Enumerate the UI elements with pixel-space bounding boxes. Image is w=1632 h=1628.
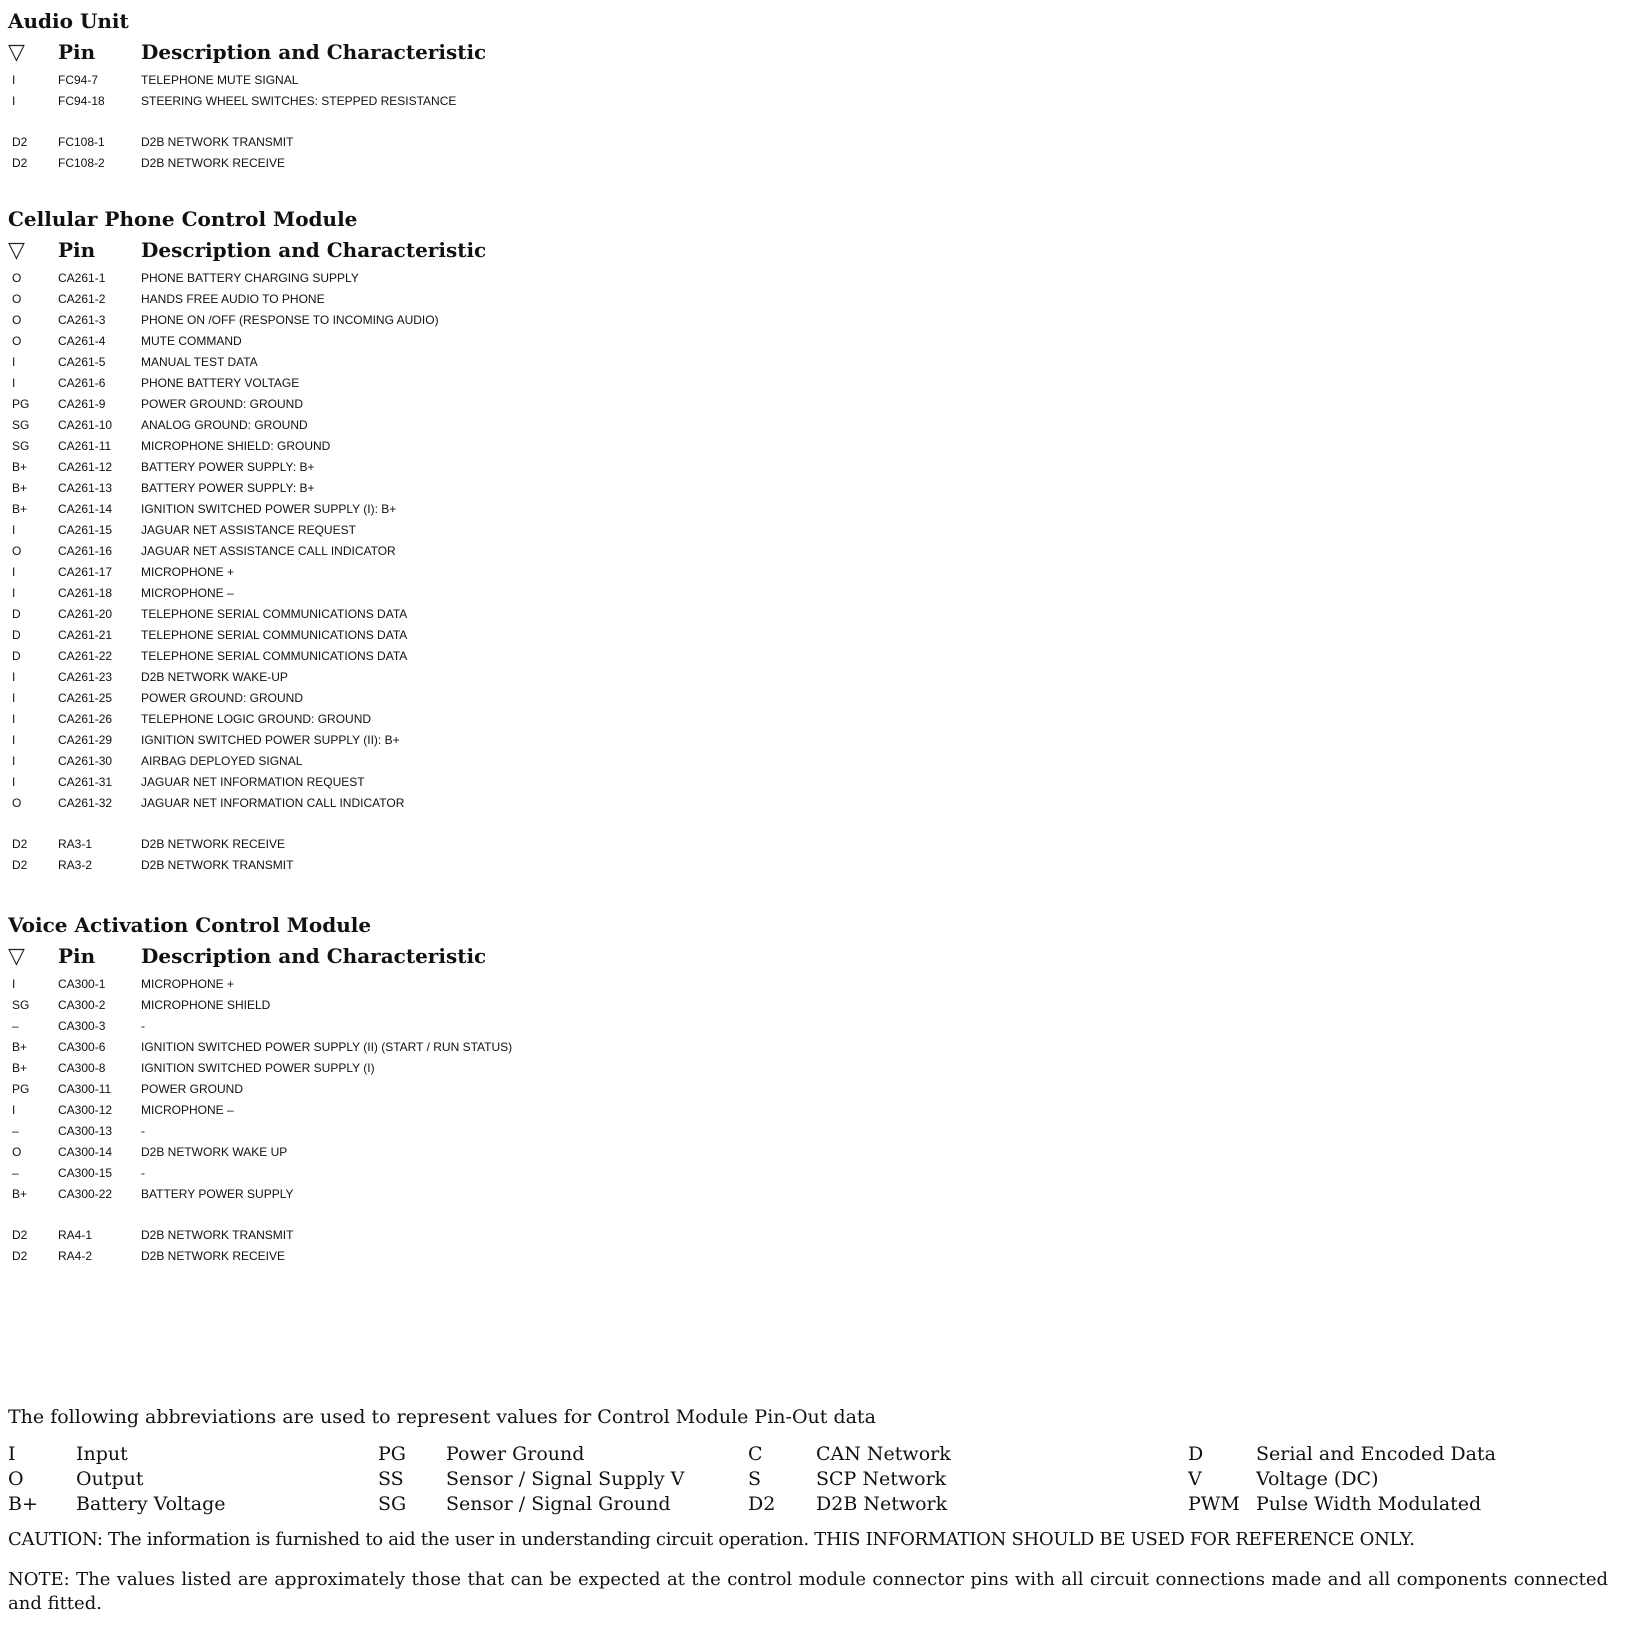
pin-description: TELEPHONE SERIAL COMMUNICATIONS DATA <box>141 607 408 621</box>
triangle-icon: ▽ <box>8 237 25 263</box>
pin-type: I <box>12 73 16 87</box>
pin-row <box>8 1225 908 1246</box>
pin-description: ANALOG GROUND: GROUND <box>141 418 308 432</box>
pin-id: FC108-1 <box>58 135 105 149</box>
pin-row <box>8 541 908 562</box>
pin-row <box>8 604 908 625</box>
abbreviation-description: D2B Network <box>816 1493 948 1515</box>
pin-id: CA261-3 <box>58 313 106 327</box>
abbreviation-item <box>1188 1492 1496 1517</box>
abbreviation-item <box>1188 1467 1496 1492</box>
pin-row <box>8 688 908 709</box>
pin-type: O <box>12 796 22 810</box>
pin-row <box>8 1163 908 1184</box>
pin-type: O <box>12 544 22 558</box>
pin-column-header: Pin <box>58 238 96 262</box>
pin-id: CA300-6 <box>58 1040 106 1054</box>
abbreviation-grid <box>8 1442 1624 1520</box>
pin-type: D2 <box>12 156 28 170</box>
pin-id: CA261-26 <box>58 712 113 726</box>
pin-id: FC108-2 <box>58 156 105 170</box>
abbreviation-item <box>8 1442 226 1467</box>
pin-type: I <box>12 1103 16 1117</box>
abbreviation-description: Output <box>76 1468 144 1490</box>
abbreviation-code: SS <box>378 1468 404 1490</box>
pin-type: PG <box>12 1082 30 1096</box>
pin-type: I <box>12 523 16 537</box>
pin-description: MANUAL TEST DATA <box>141 355 258 369</box>
pin-description: MICROPHONE – <box>141 1103 234 1117</box>
pin-description: MICROPHONE SHIELD <box>141 998 271 1012</box>
pin-row <box>8 1037 908 1058</box>
abbreviation-column <box>378 1442 684 1517</box>
pin-row <box>8 1246 908 1267</box>
pin-type: I <box>12 565 16 579</box>
pin-description: BATTERY POWER SUPPLY: B+ <box>141 460 315 474</box>
pin-description: POWER GROUND: GROUND <box>141 691 303 705</box>
pin-description: JAGUAR NET ASSISTANCE CALL INDICATOR <box>141 544 396 558</box>
pin-id: CA261-12 <box>58 460 113 474</box>
pin-description: JAGUAR NET INFORMATION REQUEST <box>141 775 365 789</box>
pin-type: B+ <box>12 1187 28 1201</box>
pin-id: CA300-3 <box>58 1019 106 1033</box>
pin-row <box>8 352 908 373</box>
pin-id: CA300-1 <box>58 977 106 991</box>
column-header-row <box>8 940 908 972</box>
pin-id: CA261-4 <box>58 334 106 348</box>
pin-type: I <box>12 94 16 108</box>
pin-description: TELEPHONE MUTE SIGNAL <box>141 73 299 87</box>
pin-row <box>8 625 908 646</box>
pin-id: RA3-1 <box>58 837 93 851</box>
pin-row <box>8 153 908 174</box>
section-title: Voice Activation Control Module <box>8 913 372 937</box>
pin-description: - <box>141 1019 145 1033</box>
pin-type: I <box>12 376 16 390</box>
pin-type: I <box>12 355 16 369</box>
pin-id: RA3-2 <box>58 858 93 872</box>
pin-description: HANDS FREE AUDIO TO PHONE <box>141 292 325 306</box>
pin-id: CA300-11 <box>58 1082 112 1096</box>
pin-description: - <box>141 1124 145 1138</box>
pin-row <box>8 268 908 289</box>
pin-row <box>8 478 908 499</box>
pin-type: D2 <box>12 135 28 149</box>
abbreviation-code: O <box>8 1468 24 1490</box>
pin-description: D2B NETWORK RECEIVE <box>141 837 286 851</box>
pin-row <box>8 436 908 457</box>
abbreviation-code: C <box>748 1443 763 1465</box>
abbreviation-item <box>8 1467 226 1492</box>
pin-row <box>8 793 908 814</box>
pin-id: CA261-22 <box>58 649 113 663</box>
pin-id: CA300-15 <box>58 1166 113 1180</box>
pin-row <box>8 415 908 436</box>
pin-description: MICROPHONE + <box>141 565 235 579</box>
description-column-header: Description and Characteristic <box>141 944 487 968</box>
pin-type: PG <box>12 397 30 411</box>
pin-id: CA261-14 <box>58 502 113 516</box>
pin-id: CA300-13 <box>58 1124 113 1138</box>
pin-type: I <box>12 775 16 789</box>
pin-description: TELEPHONE LOGIC GROUND: GROUND <box>141 712 372 726</box>
abbreviation-code: I <box>8 1443 16 1465</box>
description-column-header: Description and Characteristic <box>141 238 487 262</box>
abbreviation-column <box>1188 1442 1496 1517</box>
pin-type: – <box>12 1124 19 1138</box>
abbreviation-item <box>378 1467 684 1492</box>
pin-type: B+ <box>12 1061 28 1075</box>
pin-type: I <box>12 670 16 684</box>
pin-description: POWER GROUND: GROUND <box>141 397 303 411</box>
pin-row <box>8 457 908 478</box>
abbreviation-description: Voltage (DC) <box>1256 1468 1379 1490</box>
pin-id: CA261-15 <box>58 523 113 537</box>
pin-type: – <box>12 1166 19 1180</box>
pin-type: I <box>12 586 16 600</box>
abbreviation-item <box>748 1442 951 1467</box>
pin-id: CA300-2 <box>58 998 106 1012</box>
pin-id: CA261-1 <box>58 271 106 285</box>
pin-id: CA261-5 <box>58 355 106 369</box>
pin-description: MICROPHONE – <box>141 586 234 600</box>
pin-row <box>8 331 908 352</box>
pin-row <box>8 995 908 1016</box>
abbreviation-description: Power Ground <box>446 1443 585 1465</box>
pin-id: CA261-21 <box>58 628 113 642</box>
pin-row <box>8 562 908 583</box>
pin-id: CA261-17 <box>58 565 113 579</box>
abbreviation-item <box>748 1492 951 1517</box>
pin-description: D2B NETWORK WAKE-UP <box>141 670 288 684</box>
abbreviation-item <box>378 1442 684 1467</box>
pin-id: CA261-31 <box>58 775 113 789</box>
abbreviation-code: PG <box>378 1443 406 1465</box>
pin-description: PHONE BATTERY VOLTAGE <box>141 376 300 390</box>
pin-id: CA261-6 <box>58 376 106 390</box>
pin-id: CA261-29 <box>58 733 113 747</box>
pin-id: CA261-18 <box>58 586 113 600</box>
pin-row <box>8 709 908 730</box>
pin-row <box>8 772 908 793</box>
abbreviation-column <box>748 1442 951 1517</box>
pin-description: D2B NETWORK TRANSMIT <box>141 858 294 872</box>
pin-description: IGNITION SWITCHED POWER SUPPLY (II): B+ <box>141 733 400 747</box>
abbreviation-description: Sensor / Signal Supply V <box>446 1468 685 1490</box>
pin-row <box>8 499 908 520</box>
pin-description: JAGUAR NET ASSISTANCE REQUEST <box>141 523 356 537</box>
section-cellular-phone-control-module <box>8 204 908 876</box>
pin-type: B+ <box>12 1040 28 1054</box>
abbreviation-item <box>748 1467 951 1492</box>
pin-type: D2 <box>12 1249 28 1263</box>
pin-id: CA300-8 <box>58 1061 106 1075</box>
pin-description: PHONE ON /OFF (RESPONSE TO INCOMING AUDIO) <box>141 313 439 327</box>
pin-id: CA261-9 <box>58 397 106 411</box>
pin-id: CA261-16 <box>58 544 113 558</box>
pin-type: O <box>12 271 22 285</box>
pin-row <box>8 583 908 604</box>
pin-description: D2B NETWORK WAKE UP <box>141 1145 288 1159</box>
pin-row <box>8 974 908 995</box>
pin-row <box>8 1142 908 1163</box>
pin-row <box>8 855 908 876</box>
pin-type: I <box>12 733 16 747</box>
pin-row <box>8 730 908 751</box>
abbreviation-item <box>378 1492 684 1517</box>
pin-column-header: Pin <box>58 944 96 968</box>
pin-id: RA4-2 <box>58 1249 93 1263</box>
pin-row <box>8 667 908 688</box>
abbreviation-code: B+ <box>8 1493 38 1515</box>
pin-id: CA261-11 <box>58 439 112 453</box>
pin-type: – <box>12 1019 19 1033</box>
triangle-icon: ▽ <box>8 39 25 65</box>
pin-rows <box>8 70 908 174</box>
pin-row <box>8 834 908 855</box>
pin-description: D2B NETWORK TRANSMIT <box>141 135 294 149</box>
pin-id: CA261-13 <box>58 481 113 495</box>
pin-row <box>8 373 908 394</box>
abbreviation-code: D <box>1188 1443 1204 1465</box>
pin-id: CA261-25 <box>58 691 113 705</box>
pin-type: D <box>12 628 21 642</box>
pin-rows <box>8 268 908 876</box>
pin-row <box>8 70 908 91</box>
pin-id: CA261-2 <box>58 292 106 306</box>
pin-description: BATTERY POWER SUPPLY <box>141 1187 294 1201</box>
abbreviation-code: SG <box>378 1493 407 1515</box>
abbreviation-description: Sensor / Signal Ground <box>446 1493 671 1515</box>
pin-description: IGNITION SWITCHED POWER SUPPLY (I) <box>141 1061 375 1075</box>
pin-row <box>8 751 908 772</box>
pin-type: I <box>12 754 16 768</box>
pin-id: CA261-10 <box>58 418 113 432</box>
pin-type: D <box>12 607 21 621</box>
triangle-icon: ▽ <box>8 943 25 969</box>
section-voice-activation-control-module <box>8 910 908 1267</box>
pin-row <box>8 1016 908 1037</box>
pin-description: MUTE COMMAND <box>141 334 242 348</box>
pin-description: STEERING WHEEL SWITCHES: STEPPED RESISTANCE <box>141 94 457 108</box>
abbreviation-description: Input <box>76 1443 128 1465</box>
pin-type: I <box>12 691 16 705</box>
pin-type: SG <box>12 418 30 432</box>
legend-intro: The following abbreviations are used to represent values for Control Module Pin-Out data <box>8 1406 876 1428</box>
abbreviation-item <box>8 1492 226 1517</box>
pin-row <box>8 1079 908 1100</box>
description-column-header: Description and Characteristic <box>141 40 487 64</box>
abbreviation-code: V <box>1188 1468 1202 1490</box>
column-header-row <box>8 36 908 68</box>
pin-row <box>8 289 908 310</box>
pin-row <box>8 310 908 331</box>
pin-description: AIRBAG DEPLOYED SIGNAL <box>141 754 303 768</box>
pin-description: IGNITION SWITCHED POWER SUPPLY (II) (START / RUN STATUS) <box>141 1040 513 1054</box>
pin-type: D2 <box>12 837 28 851</box>
pin-description: D2B NETWORK RECEIVE <box>141 1249 286 1263</box>
pin-description: D2B NETWORK RECEIVE <box>141 156 286 170</box>
pin-row <box>8 1184 908 1205</box>
abbreviation-description: CAN Network <box>816 1443 951 1465</box>
pin-description: TELEPHONE SERIAL COMMUNICATIONS DATA <box>141 649 408 663</box>
pin-id: CA261-32 <box>58 796 113 810</box>
pin-type: O <box>12 292 22 306</box>
pin-description: JAGUAR NET INFORMATION CALL INDICATOR <box>141 796 405 810</box>
pin-id: CA261-30 <box>58 754 113 768</box>
pin-description: MICROPHONE SHIELD: GROUND <box>141 439 331 453</box>
abbreviation-description: Pulse Width Modulated <box>1256 1493 1482 1515</box>
pin-row <box>8 1121 908 1142</box>
pin-id: FC94-18 <box>58 94 105 108</box>
pin-row <box>8 132 908 153</box>
abbreviation-description: Battery Voltage <box>76 1493 226 1515</box>
pin-row <box>8 646 908 667</box>
pin-id: FC94-7 <box>58 73 99 87</box>
abbreviation-description: Serial and Encoded Data <box>1256 1443 1496 1465</box>
section-audio-unit <box>8 6 908 174</box>
pin-description: - <box>141 1166 145 1180</box>
abbreviation-code: PWM <box>1188 1493 1240 1515</box>
pin-type: D2 <box>12 1228 28 1242</box>
column-header-row <box>8 234 908 266</box>
section-title: Cellular Phone Control Module <box>8 207 358 231</box>
abbreviations-legend <box>8 1402 1624 1616</box>
pin-id: CA261-23 <box>58 670 113 684</box>
abbreviation-code: S <box>748 1468 762 1490</box>
pin-description: MICROPHONE + <box>141 977 235 991</box>
pin-row <box>8 1058 908 1079</box>
pin-id: CA261-20 <box>58 607 113 621</box>
abbreviation-code: D2 <box>748 1493 776 1515</box>
pin-row <box>8 520 908 541</box>
pin-type: B+ <box>12 460 28 474</box>
pin-description: POWER GROUND <box>141 1082 243 1096</box>
caution-text: CAUTION: The information is furnished to aid the user in understanding circuit operation. THIS INFORMATION SHOULD BE USED FOR REFERENCE ONLY. <box>8 1529 1415 1550</box>
pin-type: D <box>12 649 21 663</box>
pin-column-header: Pin <box>58 40 96 64</box>
pin-description: IGNITION SWITCHED POWER SUPPLY (I): B+ <box>141 502 397 516</box>
pin-row <box>8 91 908 112</box>
pin-id: RA4-1 <box>58 1228 93 1242</box>
note-text: NOTE: The values listed are approximately those that can be expected at the control module connector pins with all circuit connections made and all components connected and fitted. <box>8 1569 1608 1614</box>
pin-type: B+ <box>12 481 28 495</box>
abbreviation-column <box>8 1442 226 1517</box>
pin-row <box>8 394 908 415</box>
pin-type: D2 <box>12 858 28 872</box>
pin-type: SG <box>12 998 30 1012</box>
pin-type: O <box>12 313 22 327</box>
pin-id: CA300-12 <box>58 1103 113 1117</box>
pin-description: TELEPHONE SERIAL COMMUNICATIONS DATA <box>141 628 408 642</box>
pin-type: SG <box>12 439 30 453</box>
pin-type: O <box>12 334 22 348</box>
pin-row <box>8 1100 908 1121</box>
section-title: Audio Unit <box>8 9 129 33</box>
pin-type: I <box>12 712 16 726</box>
pin-id: CA300-14 <box>58 1145 113 1159</box>
pin-type: O <box>12 1145 22 1159</box>
pin-description: BATTERY POWER SUPPLY: B+ <box>141 481 315 495</box>
abbreviation-description: SCP Network <box>816 1468 947 1490</box>
pin-type: B+ <box>12 502 28 516</box>
pin-id: CA300-22 <box>58 1187 113 1201</box>
pin-type: I <box>12 977 16 991</box>
abbreviation-item <box>1188 1442 1496 1467</box>
pin-description: PHONE BATTERY CHARGING SUPPLY <box>141 271 359 285</box>
pin-description: D2B NETWORK TRANSMIT <box>141 1228 294 1242</box>
pin-rows <box>8 974 908 1267</box>
